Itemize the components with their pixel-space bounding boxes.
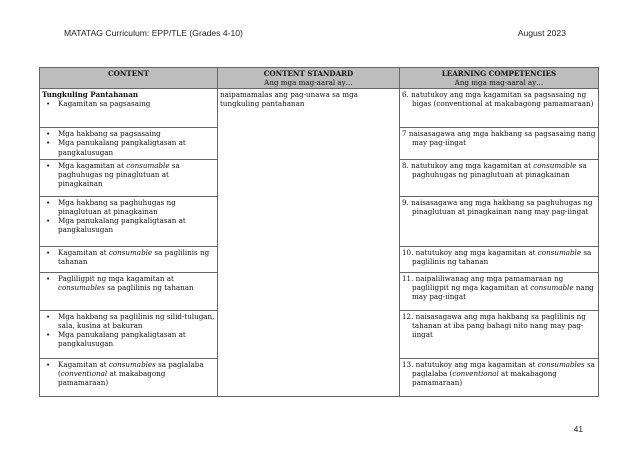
list-item: • Kagamitan at consumables sa paglalaba (conventional at makabagong pamamaraan)	[58, 360, 215, 387]
column-title: CONTENT	[107, 69, 150, 78]
curriculum-table	[39, 67, 599, 397]
list-item: • Kagamitan at consumable sa paglilinis ng tahanan	[58, 248, 215, 266]
column-header-content-standard	[218, 68, 400, 89]
content-cell	[40, 272, 218, 310]
content-cell	[40, 89, 218, 128]
list-item: • Mga hakbang sa pagsasaing	[58, 129, 215, 138]
table-header-row	[40, 68, 599, 89]
list-item: • Mga panukalang pangkaligtasan at pangkalusugan	[58, 216, 215, 234]
content-cell	[40, 246, 218, 272]
competency-text: 6. natutukoy ang mga kagamitan sa pagsasaing ng bigas (conventional at makabagong pamamaraan)	[402, 90, 594, 109]
competency-cell	[400, 196, 599, 246]
content-cell	[40, 159, 218, 196]
competency-cell	[400, 358, 599, 396]
document-header-date: August 2023	[517, 28, 566, 38]
page-number: 41	[573, 424, 583, 434]
list-item: • Mga hakbang sa paglilinis ng silid-tulugan, sala, kusina at bakuran	[58, 312, 215, 330]
content-standard-text: naipamamalas ang pag-unawa sa mga tungkuling pantahanan	[220, 90, 358, 109]
list-item: • Mga kagamitan at consumable sa paghuhugas ng pinaglutuan at pinagkainan	[58, 161, 215, 188]
competency-text: 10. natutukoy ang mga kagamitan at consumable sa paglilinis ng tahanan	[402, 247, 592, 266]
content-heading: Tungkuling Pantahanan	[42, 90, 139, 100]
content-standard-cell	[218, 89, 400, 396]
competency-text: 12. naisasagawa ang mga hakbang sa paglilinis ng tahanan at iba pang bahagi nito nang may pag-iingat	[402, 311, 586, 340]
competency-text: 8. natutukoy ang mga kagamitan at consumable sa paghuhugas ng pinaglutuan at pinagkainan	[402, 160, 587, 179]
column-subtitle: Ang mga mag-aaral ay…	[454, 78, 544, 88]
column-subtitle: Ang mga mag-aaral ay…	[264, 78, 353, 88]
list-item: • Pagliligpit ng mga kagamitan at consumables sa paglilinis ng tahanan	[58, 274, 215, 292]
content-cell	[40, 196, 218, 246]
column-header-learning-competencies	[400, 68, 599, 89]
column-title: LEARNING COMPETENCIES	[441, 69, 557, 78]
competency-text: 11. naipaliliwanag ang mga pamamaraan ng pagliligpit ng mga kagamitan at consumable nang may pag-iingat	[402, 273, 594, 302]
table-row	[40, 89, 599, 128]
list-item: • Mga hakbang sa paghuhugas ng pinaglutuan at pinagkainan	[58, 198, 215, 216]
competency-cell	[400, 128, 599, 159]
competency-cell	[400, 246, 599, 272]
column-title: CONTENT STANDARD	[263, 69, 354, 78]
content-cell	[40, 358, 218, 396]
competency-cell	[400, 310, 599, 358]
content-cell	[40, 128, 218, 159]
competency-cell	[400, 272, 599, 310]
list-item: • Mga panukalang pangkaligtasan at pangkalusugan	[58, 138, 215, 156]
competency-text: 9. naisasagawa ang mga hakbang sa paghuhugas ng pinaglutuan at pinagkainan nang may pag-iingat	[402, 197, 593, 216]
list-item: • Mga panukalang pangkaligtasan at pangkalusugan	[58, 330, 215, 348]
competency-text: 7 naisasagawa ang mga hakbang sa pagsasaing nang may pag-iingat	[402, 129, 596, 148]
competency-cell	[400, 159, 599, 196]
document-header-title: MATATAG Curriculum: EPP/TLE (Grades 4-10)	[64, 28, 243, 38]
content-cell	[40, 310, 218, 358]
column-header-content	[40, 68, 218, 89]
list-item: • Kagamitan sa pagsasaing	[58, 99, 215, 108]
competency-cell	[400, 89, 599, 128]
competency-text: 13. natutukoy ang mga kagamitan at consumables sa paglalaba (conventional at makabagong pamamaraan)	[402, 359, 595, 388]
